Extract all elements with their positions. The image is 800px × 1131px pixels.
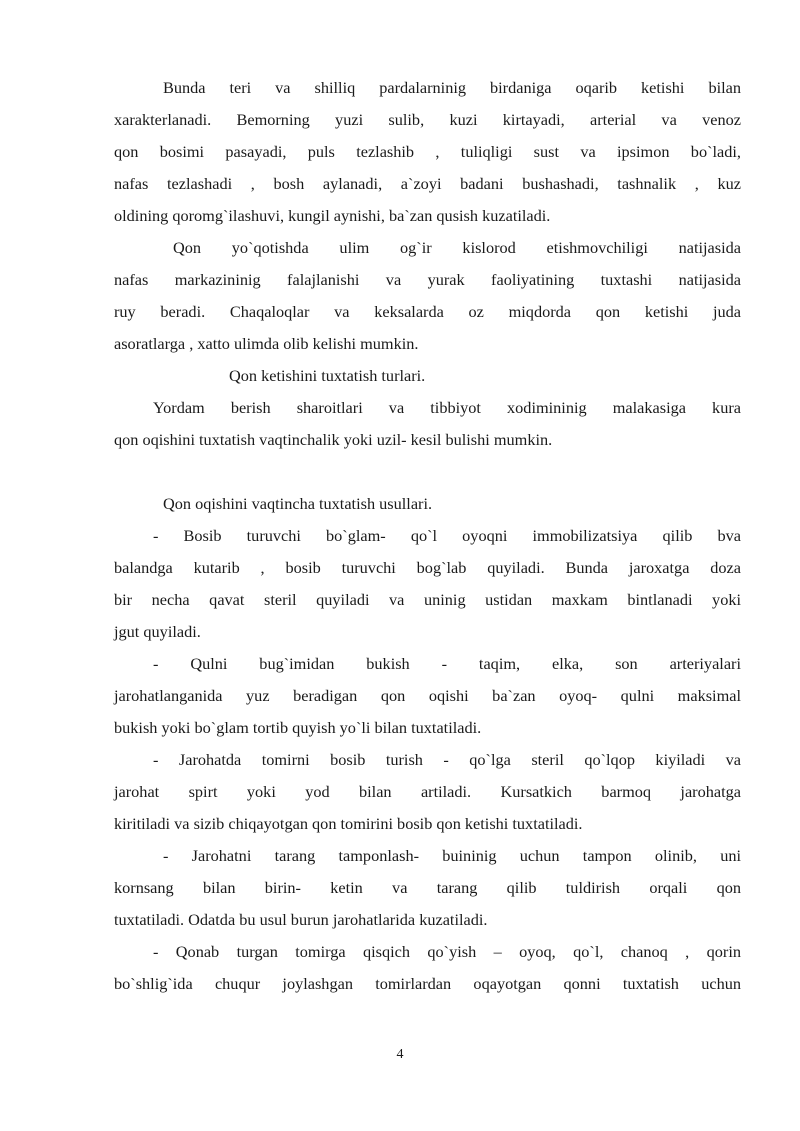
list-item-line: - Qonab turgan tomirga qisqich qo`yish – oyoq, qo`l, chanoq , qorin xyxy=(153,942,741,961)
list-item-line: - Bosib turuvchi bo`glam- qo`l oyoqni immobilizatsiya qilib bva xyxy=(153,526,741,545)
section-heading: Qon oqishini vaqtincha tuxtatish usullari. xyxy=(163,494,433,513)
list-item-line: jgut quyiladi. xyxy=(114,622,201,641)
paragraph-line: nafas tezlashadi , bosh aylanadi, a`zoyi badani bushashadi, tashnalik , kuz xyxy=(114,174,741,193)
list-item-line: bo`shlig`ida chuqur joylashgan tomirlardan oqayotgan qonni tuxtatish uchun xyxy=(114,974,741,993)
list-item-line: - Jarohatni tarang tamponlash- buininig uchun tampon olinib, uni xyxy=(163,846,741,865)
paragraph-line: qon oqishini tuxtatish vaqtinchalik yoki uzil- kesil bulishi mumkin. xyxy=(114,430,553,449)
list-item-line: - Jarohatda tomirni bosib turish - qo`lga steril qo`lqop kiyiladi va xyxy=(153,750,741,769)
paragraph-line: Qon yo`qotishda ulim og`ir kislorod etishmovchiligi natijasida xyxy=(173,238,741,257)
list-item-line: kornsang bilan birin- ketin va tarang qilib tuldirish orqali qon xyxy=(114,878,741,897)
list-item-line: jarohat spirt yoki yod bilan artiladi. Kursatkich barmoq jarohatga xyxy=(114,782,741,801)
list-item-line: balandga kutarib , bosib turuvchi bog`lab quyiladi. Bunda jaroxatga doza xyxy=(114,558,741,577)
list-item-line: - Qulni bug`imidan bukish - taqim, elka, son arteriyalari xyxy=(153,654,741,673)
list-item-line: bukish yoki bo`glam tortib quyish yo`li bilan tuxtatiladi. xyxy=(114,718,482,737)
list-item-line: jarohatlanganida yuz beradigan qon oqishi ba`zan oyoq- qulni maksimal xyxy=(114,686,741,705)
paragraph-line: qon bosimi pasayadi, puls tezlashib , tuliqligi sust va ipsimon bo`ladi, xyxy=(114,142,741,161)
list-item-line: bir necha qavat steril quyiladi va uninig ustidan maxkam bintlanadi yoki xyxy=(114,590,741,609)
list-item-line: kiritiladi va sizib chiqayotgan qon tomirini bosib qon ketishi tuxtatiladi. xyxy=(114,814,583,833)
section-heading: Qon ketishini tuxtatish turlari. xyxy=(229,366,426,385)
paragraph-line: xarakterlanadi. Bemorning yuzi sulib, kuzi kirtayadi, arterial va venoz xyxy=(114,110,741,129)
paragraph-line: asoratlarga , xatto ulimda olib kelishi mumkin. xyxy=(114,334,419,353)
paragraph-line: Yordam berish sharoitlari va tibbiyot xodimininig malakasiga kura xyxy=(153,398,741,417)
paragraph-line: oldining qoromg`ilashuvi, kungil aynishi, ba`zan qusish kuzatiladi. xyxy=(114,206,551,225)
list-item-line: tuxtatiladi. Odatda bu usul burun jarohatlarida kuzatiladi. xyxy=(114,910,488,929)
paragraph-line: ruy beradi. Chaqaloqlar va keksalarda oz miqdorda qon ketishi juda xyxy=(114,302,741,321)
paragraph-line: Bunda teri va shilliq pardalarninig birdaniga oqarib ketishi bilan xyxy=(163,78,741,97)
page-number: 4 xyxy=(396,1047,404,1062)
paragraph-line: nafas markazininig falajlanishi va yurak faoliyatining tuxtashi natijasida xyxy=(114,270,741,289)
